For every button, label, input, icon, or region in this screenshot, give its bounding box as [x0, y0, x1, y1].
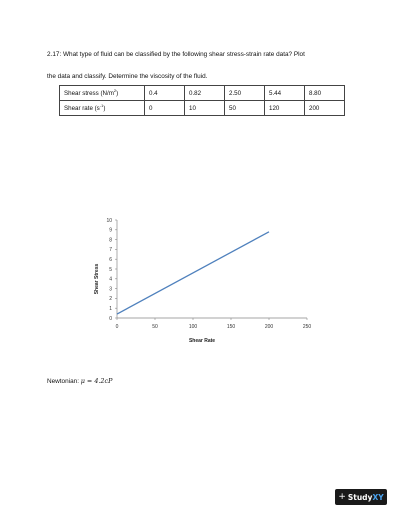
data-table: [59, 85, 345, 116]
row-label-text: Shear rate (s: [64, 104, 100, 112]
x-tick-label: 0: [115, 324, 119, 330]
series-line: [117, 232, 269, 314]
table-cell: 120: [265, 101, 305, 116]
shear-stress-chart: [80, 210, 320, 350]
table-cell: 0.4: [145, 86, 185, 101]
y-tick-label: 1: [109, 306, 112, 312]
table-cell: 200: [305, 101, 345, 116]
table-cell: 8.80: [305, 86, 345, 101]
row-label-text: Shear stress (N/m: [64, 89, 114, 97]
x-axis-label: Shear Rate: [188, 338, 216, 344]
row-label: [60, 86, 145, 101]
y-tick-label: 7: [109, 247, 112, 254]
y-tick-label: 3: [109, 286, 112, 293]
table-cell: 2.50: [225, 86, 265, 101]
y-tick-label: 5: [109, 266, 112, 273]
row-label-end: ): [116, 89, 119, 97]
row-label-superscript: -1: [99, 102, 104, 108]
table-row: [60, 86, 345, 101]
y-tick-label: 6: [109, 257, 112, 263]
question-text: [47, 44, 367, 88]
table-cell: 0.82: [185, 86, 225, 101]
logo-xy-text: XY: [372, 492, 384, 502]
row-label: [60, 101, 145, 116]
y-tick-label: 0: [109, 315, 112, 322]
row-label-end: ): [103, 104, 106, 112]
y-axis-label: Shear Stress: [94, 263, 100, 295]
answer-prefix: Newtonian:: [47, 378, 81, 385]
answer-text: [47, 377, 112, 385]
x-tick-label: 250: [302, 324, 312, 330]
table-cell: 10: [185, 101, 225, 116]
x-tick-label: 50: [152, 324, 158, 330]
y-tick-label: 4: [109, 276, 112, 283]
y-tick-label: 2: [109, 296, 112, 303]
table-cell: 5.44: [265, 86, 305, 101]
y-tick-label: 10: [106, 217, 112, 224]
viscosity-formula: μ = 4.2cP: [80, 377, 113, 385]
row-label-superscript: 2: [113, 87, 117, 93]
y-tick-label: 9: [109, 227, 112, 234]
x-tick-label: 200: [264, 324, 274, 330]
x-tick-label: 100: [188, 324, 198, 330]
question-line-1: 2.17: What type of fluid can be classified by the following shear stress-strain rate data? Plot: [47, 51, 305, 58]
y-tick-label: 8: [109, 237, 112, 244]
plus-icon: +: [338, 492, 346, 502]
table-cell: 50: [225, 101, 265, 116]
logo-study-text: Study: [347, 492, 373, 502]
table-row: [60, 101, 345, 116]
x-tick-label: 150: [226, 324, 236, 330]
studyxy-logo[interactable]: [335, 489, 387, 505]
table-cell: 0: [145, 101, 185, 116]
question-line-2: the data and classify. Determine the viscosity of the fluid.: [47, 73, 208, 80]
